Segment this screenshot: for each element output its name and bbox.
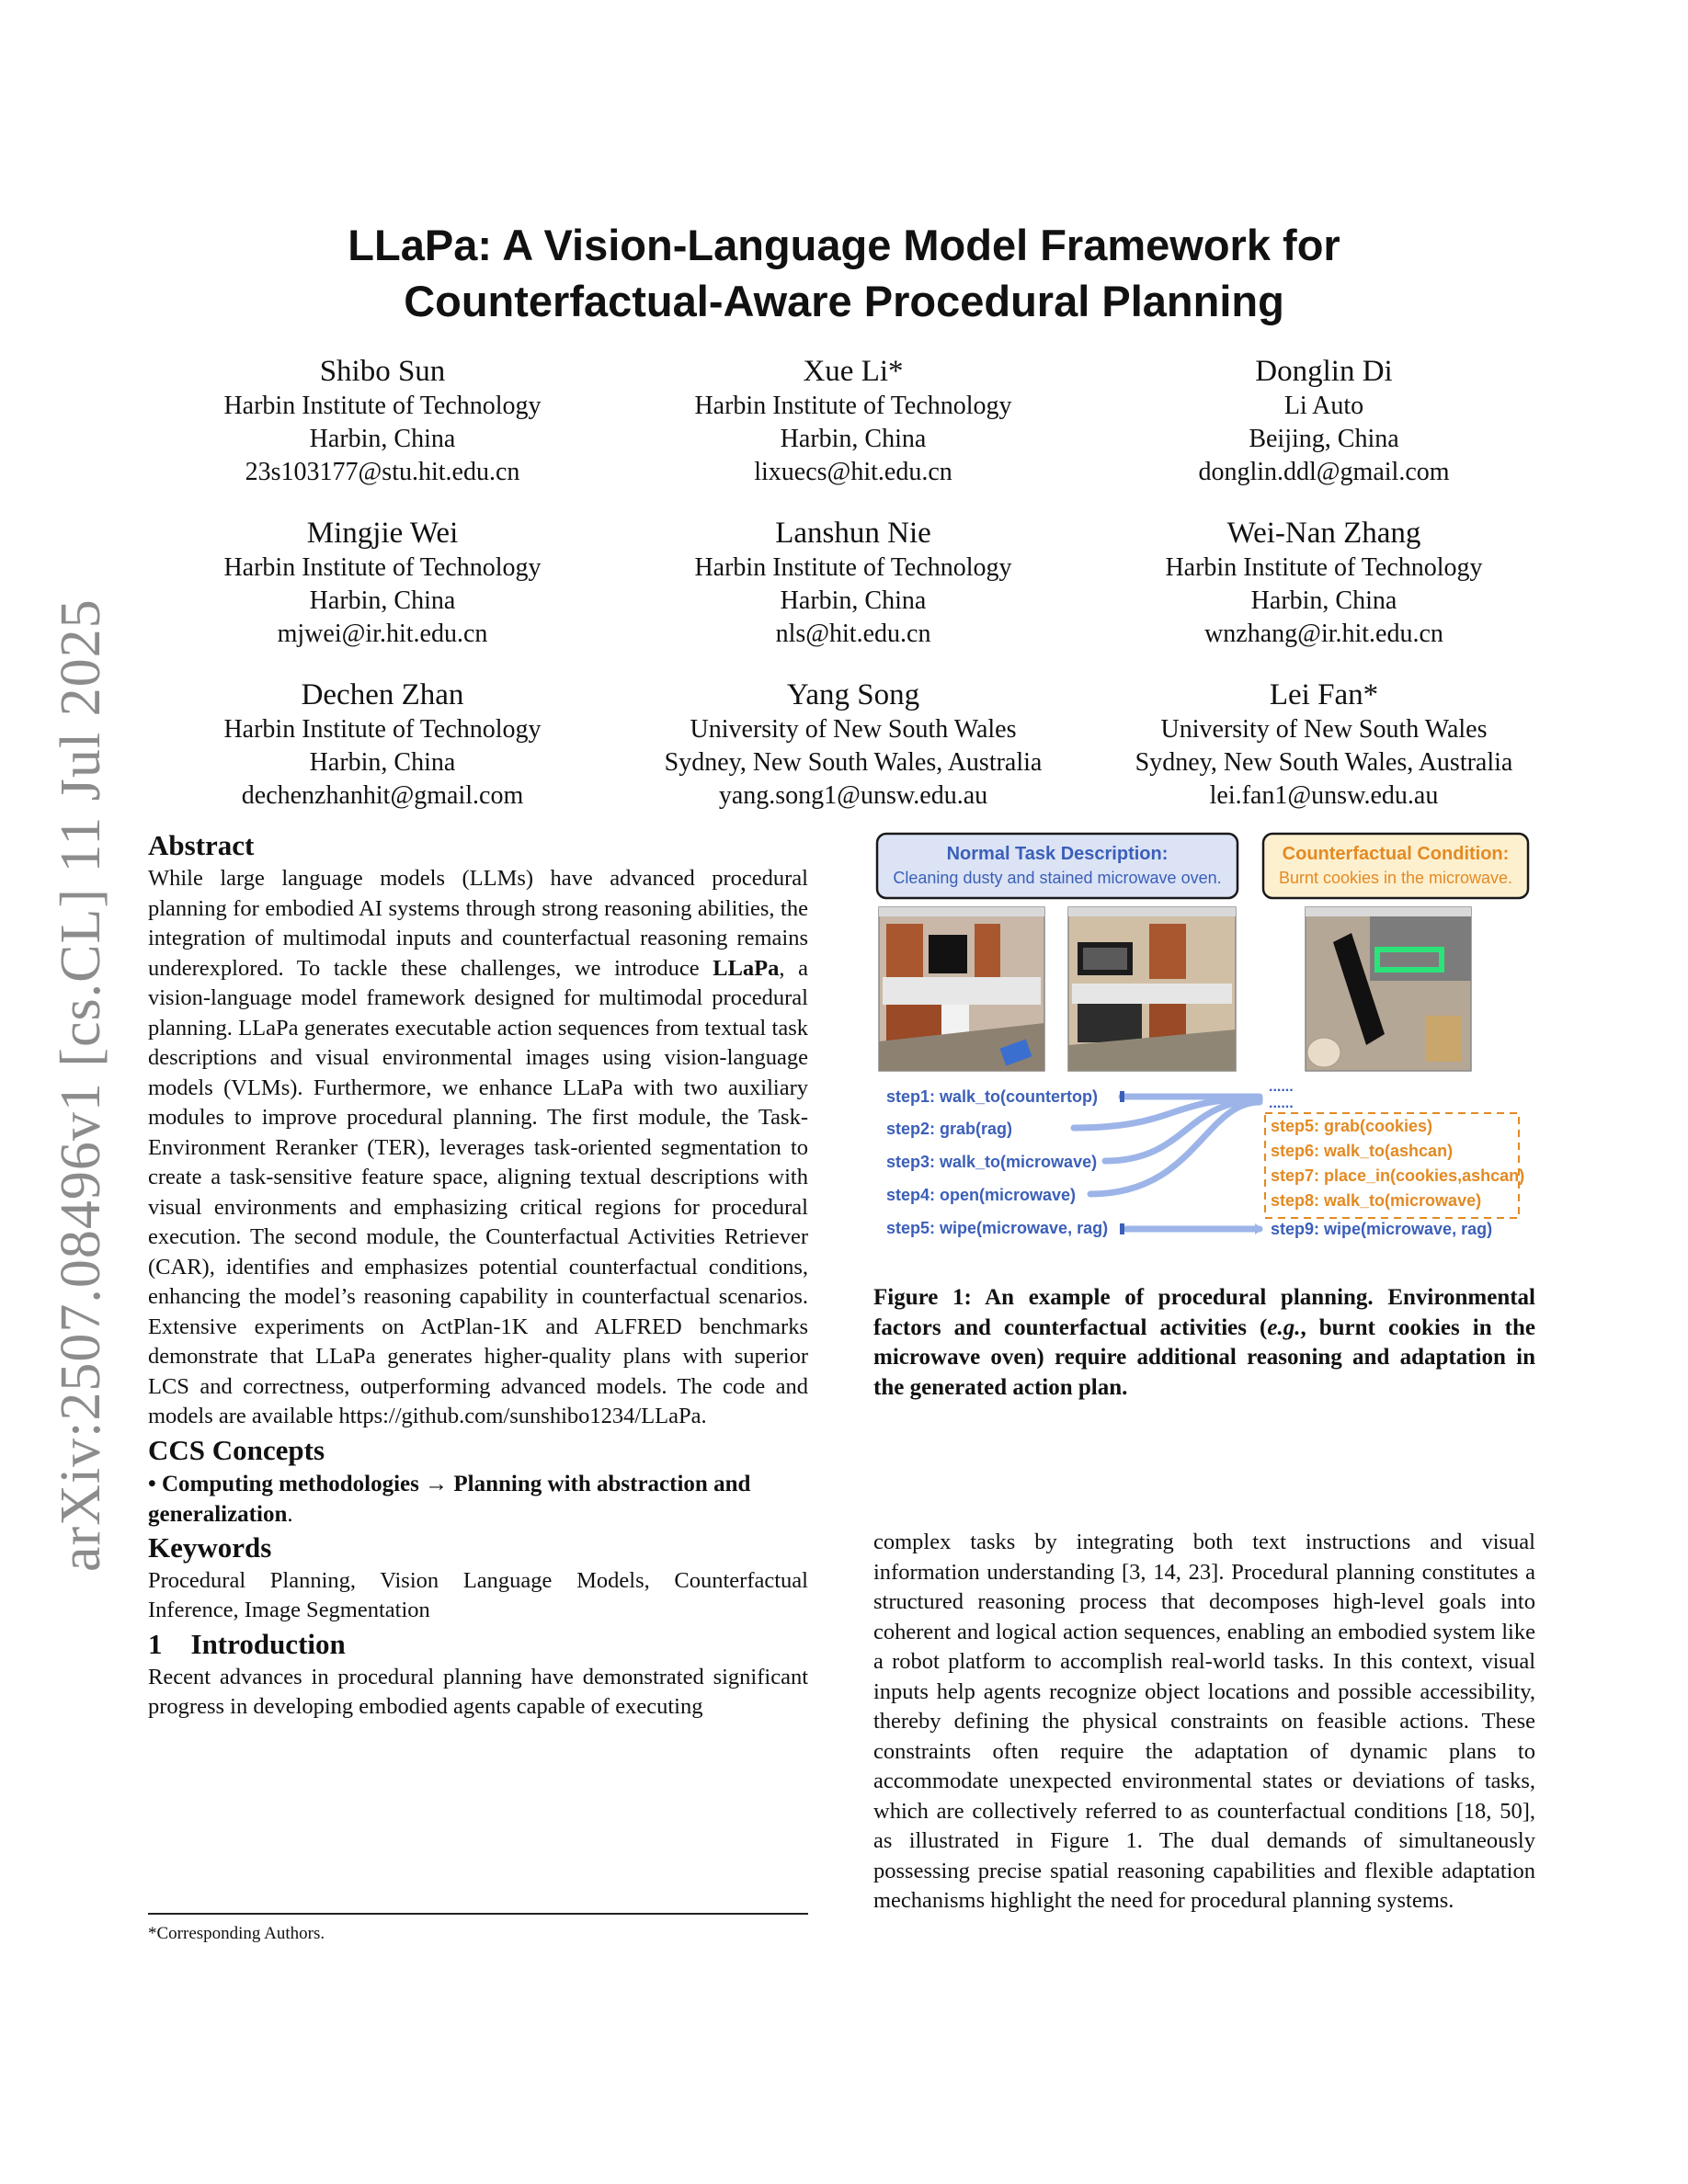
author-block <box>1089 677 1559 813</box>
author-email: yang.song1@unsw.edu.au <box>718 781 988 810</box>
author-block <box>618 515 1089 651</box>
intro-text-left: Recent advances in procedural planning have demonstrated significant progress in developing embodied agents capable of executing <box>148 1664 808 1719</box>
author-email: donglin.ddl@gmail.com <box>1198 458 1450 486</box>
footnote: *Corresponding Authors. <box>148 1924 325 1943</box>
right-column-body <box>873 1528 1535 1917</box>
author-affiliation: University of New South Wales <box>690 715 1017 744</box>
author-affiliation: Harbin Institute of Technology <box>223 392 542 420</box>
paper-title <box>0 217 1688 329</box>
author-block <box>1089 353 1559 489</box>
author-location: Harbin, China <box>309 748 456 777</box>
author-email: 23s103177@stu.hit.edu.cn <box>245 458 520 486</box>
abstract-heading: Abstract <box>148 829 255 861</box>
step-left: step3: walk_to(microwave) <box>886 1153 1098 1171</box>
author-location: Beijing, China <box>1249 425 1399 453</box>
left-step-list <box>886 1087 1108 1237</box>
author-location: Harbin, China <box>309 586 456 615</box>
author-name: Dechen Zhan <box>301 678 464 711</box>
step-left: step5: wipe(microwave, rag) <box>886 1219 1109 1237</box>
ccs-concept <box>148 1469 808 1530</box>
footnote-divider <box>148 1913 808 1915</box>
figure-1-svg <box>873 832 1545 1250</box>
author-affiliation: Harbin Institute of Technology <box>223 553 542 582</box>
author-name: Yang Song <box>786 678 920 711</box>
author-block <box>618 677 1089 813</box>
step-final: step9: wipe(microwave, rag) <box>1271 1220 1493 1238</box>
title-line-2: Counterfactual-Aware Procedural Planning <box>404 277 1284 325</box>
author-name: Lanshun Nie <box>775 517 931 550</box>
caption-suffix: , burnt cookies in the microwave oven) require additional reasoning and adaptation in the generated action plan. <box>873 1314 1535 1400</box>
arxiv-stamp: arXiv:2507.08496v1 [cs.CL] 11 Jul 2025 <box>50 598 112 1572</box>
author-name: Mingjie Wei <box>306 517 459 550</box>
keywords-text: Procedural Planning, Vision Language Models, Counterfactual Inference, Image Segmentation <box>148 1567 808 1622</box>
normal-task-title: Normal Task Description: <box>946 844 1169 864</box>
author-affiliation: Harbin Institute of Technology <box>694 392 1012 420</box>
author-email: mjwei@ir.hit.edu.cn <box>277 620 488 648</box>
step-left: step4: open(microwave) <box>886 1186 1077 1204</box>
author-block <box>147 515 618 651</box>
caption-prefix: Figure 1: An example of procedural planning. Environmental factors and counterfactual activities ( <box>873 1285 1535 1340</box>
abstract-text-rest: , a vision-language model framework designed for multimodal procedural planning. LLaPa generates executable action sequences from textual task descriptions and visual environmental images using vision-language models (VLMs). Furthermore, we enhance LLaPa with two auxiliary modules to improve procedural planning. The first module, the Task-Environment Reranker (TER), leverages task-oriented segmentation to create a task-sensitive feature space, aligning textual descriptions with visual environments and emphasizing critical regions for procedural execution. The second module, the Counterfactual Activities Retriever (CAR), identifies and emphasizes potential counterfactual conditions, enhancing the model’s reasoning capability in counterfactual scenarios. Extensive experiments on ActPlan-1K and ALFRED benchmarks demonstrate that LLaPa generates higher-quality plans with superior LCS and correctness, outperforming advanced models. The code and models are available https://github.com/sunshibo1234/LLaPa. <box>148 955 808 1428</box>
author-location: Harbin, China <box>1250 586 1397 615</box>
author-name: Donglin Di <box>1255 355 1393 388</box>
step-counterfactual: step6: walk_to(ashcan) <box>1271 1142 1454 1160</box>
author-location: Sydney, New South Wales, Australia <box>664 748 1043 777</box>
title-line-1: LLaPa: A Vision-Language Model Framework for <box>348 221 1340 269</box>
abstract-model-name: LLaPa <box>713 955 780 981</box>
figure-caption <box>873 1283 1535 1403</box>
flow-lines <box>1074 1097 1260 1229</box>
author-affiliation: Harbin Institute of Technology <box>223 715 542 744</box>
intro-text-right: complex tasks by integrating both text instructions and visual information understanding [3, 14, 23]. Procedural planning constitutes a structured reasoning process that decomposes high-level goals into coherent and logical action sequences, enabling an embodied system like a robot platform to accomplish real-world tasks. In this context, visual inputs help agents recognize object locations and possible accessibility, thereby defining the physical constraints on feasible actions. These constraints often require the adaptation of dynamic plans to accommodate unexpected environmental states or deviations of tasks, which are collectively referred to as counterfactual conditions [18, 50], as illustrated in Figure 1. The dual demands of simultaneously possessing precise spatial reasoning capabilities and flexible adaptation mechanisms highlight the need for procedural planning systems. <box>873 1530 1535 1913</box>
author-name: Xue Li* <box>803 355 904 388</box>
ellipsis-2: ...... <box>1269 1096 1294 1111</box>
ellipsis-1: ...... <box>1269 1079 1294 1095</box>
step-left: step2: grab(rag) <box>886 1120 1013 1138</box>
intro-heading: 1 Introduction <box>148 1627 346 1660</box>
author-email: nls@hit.edu.cn <box>775 620 931 648</box>
author-block <box>147 677 618 813</box>
ccs-concept-text: • Computing methodologies → Planning with abstraction and generalization <box>148 1471 751 1527</box>
author-name: Shibo Sun <box>319 355 446 388</box>
author-affiliation: Harbin Institute of Technology <box>1165 553 1483 582</box>
author-name: Lei Fan* <box>1269 678 1379 711</box>
author-name: Wei-Nan Zhang <box>1226 517 1421 550</box>
step9-arrow-head <box>1255 1223 1263 1234</box>
author-affiliation: Li Auto <box>1283 392 1364 420</box>
counterfactual-title: Counterfactual Condition: <box>1282 844 1510 864</box>
author-email: lixuecs@hit.edu.cn <box>754 458 952 486</box>
author-location: Sydney, New South Wales, Australia <box>1135 748 1513 777</box>
abstract-text <box>148 864 808 1432</box>
author-block <box>147 353 618 489</box>
kitchen-image-3 <box>1306 907 1471 1071</box>
counterfactual-step-list <box>1271 1117 1524 1210</box>
author-location: Harbin, China <box>780 425 927 453</box>
caption-italic: e.g. <box>1267 1314 1301 1340</box>
step-counterfactual: step7: place_in(cookies,ashcan) <box>1271 1166 1525 1185</box>
kitchen-image-2 <box>1068 907 1236 1071</box>
author-email: dechenzhanhit@gmail.com <box>241 781 524 810</box>
normal-task-desc: Cleaning dusty and stained microwave oven. <box>893 869 1222 887</box>
counterfactual-desc: Burnt cookies in the microwave. <box>1278 869 1513 887</box>
step-left: step1: walk_to(countertop) <box>886 1087 1099 1106</box>
author-affiliation: University of New South Wales <box>1160 715 1488 744</box>
ccs-concept-tail: . <box>287 1501 293 1527</box>
kitchen-image-1 <box>879 907 1044 1071</box>
author-location: Harbin, China <box>780 586 927 615</box>
author-grid <box>147 353 1559 813</box>
author-email: wnzhang@ir.hit.edu.cn <box>1204 620 1443 648</box>
author-email: lei.fan1@unsw.edu.au <box>1209 781 1439 810</box>
abstract-text-start: While large language models (LLMs) have advanced procedural planning for embodied AI systems through strong reasoning abilities, the integration of multimodal inputs and counterfactual reasoning remains underexplored. To tackle these challenges, we introduce <box>148 866 808 981</box>
author-affiliation: Harbin Institute of Technology <box>694 553 1012 582</box>
step-counterfactual: step8: walk_to(microwave) <box>1271 1191 1482 1210</box>
author-block <box>1089 515 1559 651</box>
keywords-heading: Keywords <box>148 1530 272 1564</box>
author-block <box>618 353 1089 489</box>
ccs-heading: CCS Concepts <box>148 1433 325 1466</box>
step-counterfactual: step5: grab(cookies) <box>1271 1117 1433 1135</box>
figure-1 <box>873 832 1545 1250</box>
author-location: Harbin, China <box>309 425 456 453</box>
left-column <box>148 827 808 1723</box>
